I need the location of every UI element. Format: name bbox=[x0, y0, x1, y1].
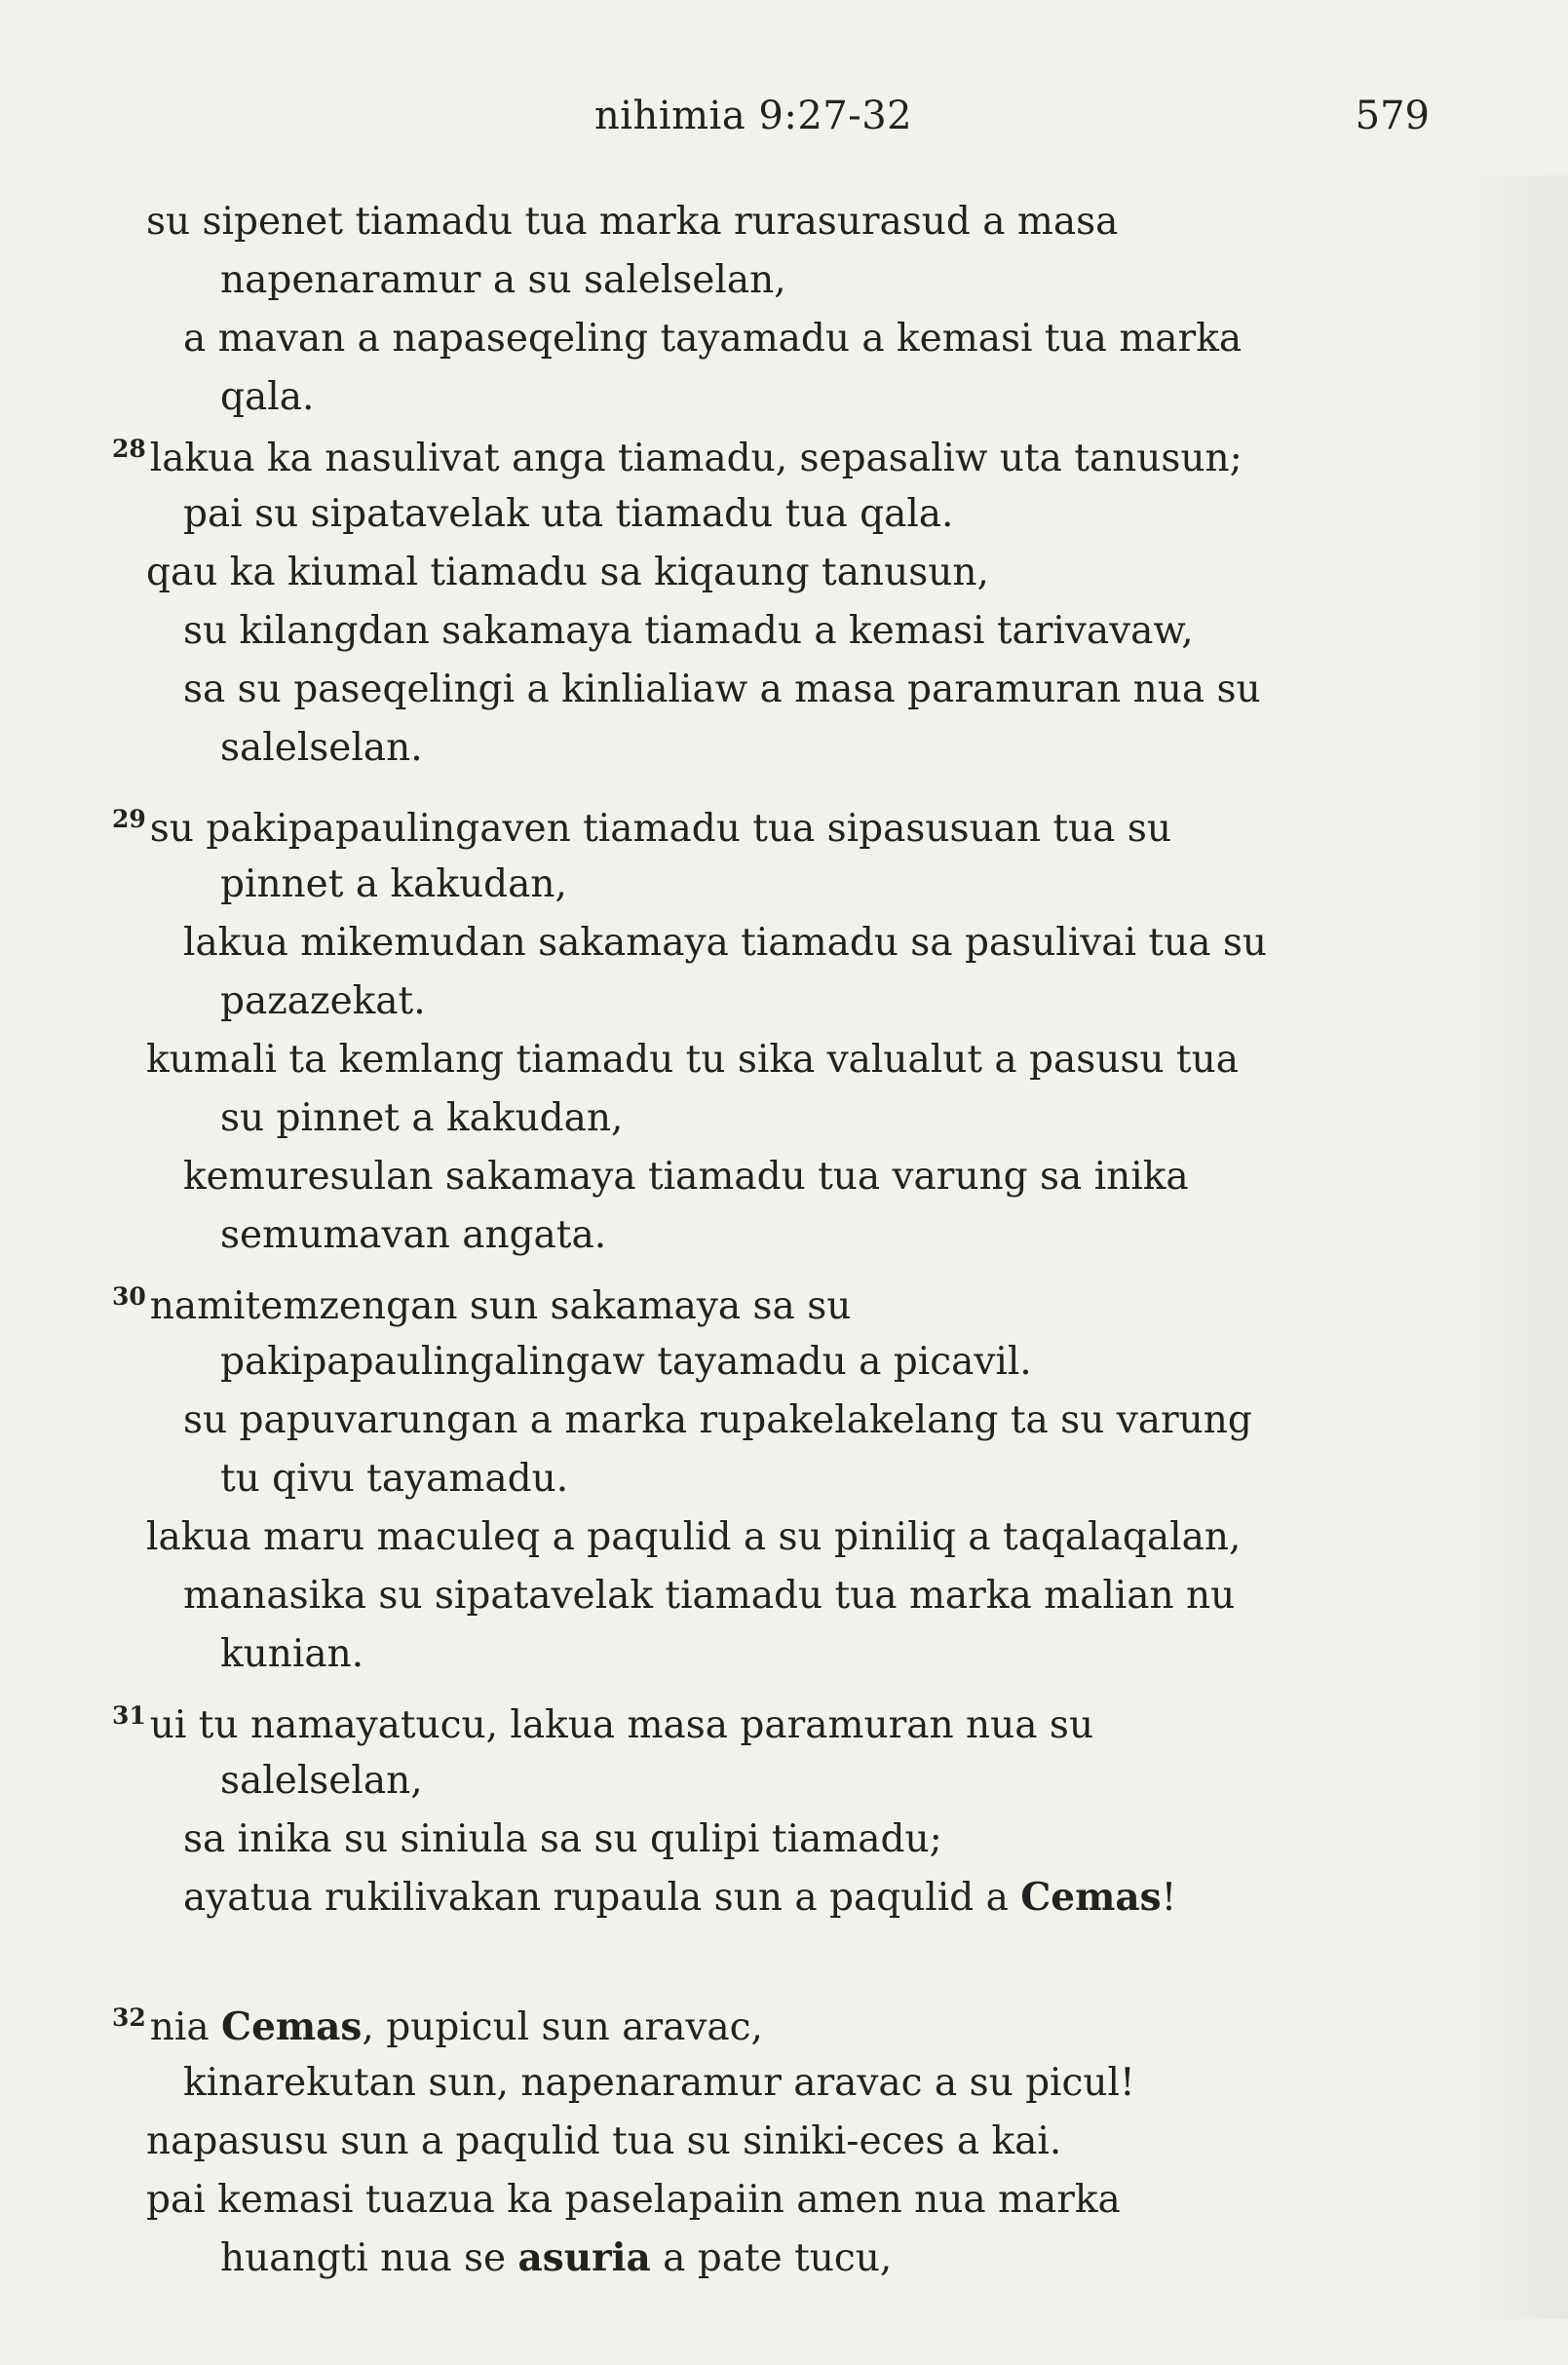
divine-name: Cemas bbox=[1020, 1875, 1162, 1920]
text-segment: ayatua rukilivakan rupaula sun a paqulid a bbox=[183, 1876, 1021, 1920]
verse-number: 29 bbox=[112, 805, 146, 833]
text-line: pazazekat. bbox=[220, 979, 426, 1023]
running-head: nihimia 9:27-32 bbox=[594, 94, 913, 138]
text-line bbox=[183, 1875, 1177, 1920]
text-line: sa su paseqelingi a kinlialiaw a masa paramuran nua su bbox=[183, 668, 1261, 711]
text-line: su sipenet tiamadu tua marka rurasurasud a masa bbox=[146, 200, 1119, 244]
text-line: pakipapaulingalingaw tayamadu a picavil. bbox=[220, 1340, 1032, 1384]
text-line: kinarekutan sun, napenaramur aravac a su picul! bbox=[183, 2061, 1135, 2105]
verse-number: 30 bbox=[112, 1282, 146, 1311]
text-segment: nia bbox=[149, 2005, 222, 2049]
text-line: lakua ka nasulivat anga tiamadu, sepasaliw uta tanusun; bbox=[149, 437, 1243, 480]
text-line: kunian. bbox=[220, 1632, 364, 1676]
text-line: kemuresulan sakamaya tiamadu tua varung sa inika bbox=[183, 1155, 1189, 1199]
page-header bbox=[0, 94, 1568, 152]
text-line: a mavan a napaseqeling tayamadu a kemasi tua marka bbox=[183, 317, 1243, 361]
text-segment: ! bbox=[1161, 1876, 1177, 1920]
text-line: napasusu sun a paqulid tua su siniki-eces a kai. bbox=[146, 2119, 1062, 2163]
text-line: kumali ta kemlang tiamadu tu sika valualut a pasusu tua bbox=[146, 1038, 1239, 1082]
text-line: salelselan. bbox=[220, 726, 423, 770]
verse-28 bbox=[112, 435, 1243, 480]
verse-32 bbox=[112, 2003, 763, 2049]
text-line: tu qivu tayamadu. bbox=[220, 1457, 569, 1501]
text-line: lakua mikemudan sakamaya tiamadu sa pasulivai tua su bbox=[183, 921, 1267, 965]
text-line: lakua maru maculeq a paqulid a su piniliq a taqalaqalan, bbox=[146, 1515, 1242, 1559]
text-line: pai su sipatavelak uta tiamadu tua qala. bbox=[183, 492, 954, 536]
text-segment: a pate tucu, bbox=[650, 2236, 893, 2280]
divine-name: Cemas bbox=[221, 2004, 363, 2049]
page-number: 579 bbox=[1355, 94, 1430, 138]
text-line: su pakipapaulingaven tiamadu tua sipasusuan tua su bbox=[149, 807, 1171, 851]
text-line: salelselan, bbox=[220, 1759, 423, 1803]
text-line: napenaramur a su salelselan, bbox=[220, 258, 786, 302]
text-line: pai kemasi tuazua ka paselapaiin amen nua marka bbox=[146, 2178, 1121, 2222]
verse-number: 28 bbox=[112, 435, 146, 463]
show-through-shadow bbox=[1461, 175, 1568, 2319]
text-line: su kilangdan sakamaya tiamadu a kemasi tarivavaw, bbox=[183, 609, 1194, 653]
text-segment: , pupicul sun aravac, bbox=[362, 2005, 763, 2049]
text-line: su pinnet a kakudan, bbox=[220, 1096, 624, 1140]
text-line: qala. bbox=[220, 375, 315, 419]
verse-29 bbox=[112, 805, 1171, 851]
text-line: su papuvarungan a marka rupakelakelang ta su varung bbox=[183, 1398, 1252, 1442]
text-line: pinnet a kakudan, bbox=[220, 862, 567, 906]
text-line: semumavan angata. bbox=[220, 1213, 607, 1257]
verse-number: 31 bbox=[112, 1701, 146, 1730]
verse-number: 32 bbox=[112, 2003, 146, 2032]
text-line: manasika su sipatavelak tiamadu tua marka malian nu bbox=[183, 1574, 1236, 1618]
text-line bbox=[220, 2235, 893, 2280]
text-line: ui tu namayatucu, lakua masa paramuran nua su bbox=[149, 1703, 1094, 1747]
text-line: qau ka kiumal tiamadu sa kiqaung tanusun, bbox=[146, 551, 989, 594]
verse-30 bbox=[112, 1282, 852, 1328]
text-segment: huangti nua se bbox=[220, 2236, 518, 2280]
text-line: sa inika su siniula sa su qulipi tiamadu; bbox=[183, 1817, 942, 1861]
verse-31 bbox=[112, 1701, 1094, 1747]
place-name: asuria bbox=[517, 2235, 651, 2280]
text-line: namitemzengan sun sakamaya sa su bbox=[149, 1284, 852, 1328]
